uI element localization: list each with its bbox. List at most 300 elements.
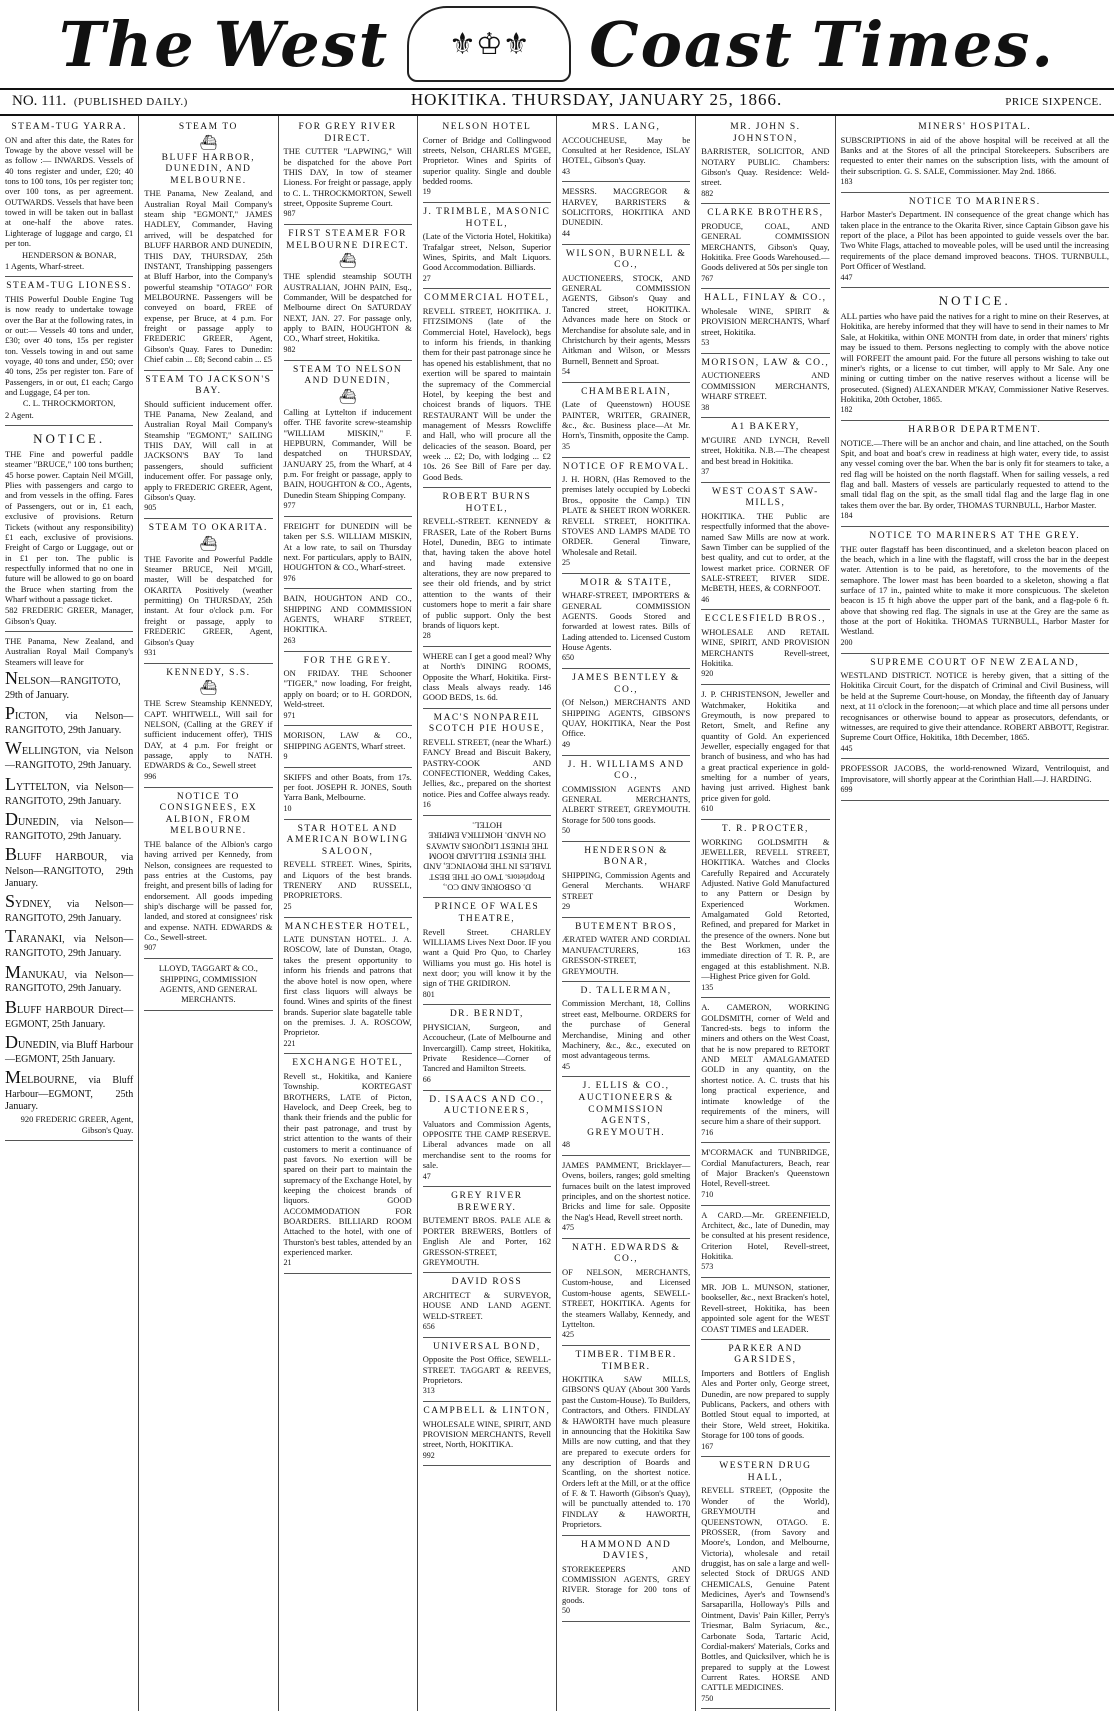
ad-number: 907 [144,943,272,953]
ad-body: A CARD.—Mr. GREENFIELD, Architect, &c., late of Dunedin, may be consulted at his present residence, Criterion Hotel, Revell-street, Hokitika. [701,1210,829,1262]
ad-title: FOR GREY RIVER DIRECT. [284,122,412,145]
ad-body: ÆRATED WATER AND CORDIAL MANUFACTURERS, 163 GRESSON-STREET, GREYMOUTH. [562,934,690,975]
ad-title: A1 BAKERY, [701,422,829,434]
ad-number: 25 [284,902,412,912]
ad-body: THE Favorite and Powerful Paddle Steamer BRUCE, Neil M'Gill, master, Will be despatched for OKARITA Positively (weather permitting) On THURSDAY, 25th instant. At four o'clock p.m. For freight or passage, apply to FREDERIC GREER, Agent, Gibson's Quay [144,554,272,647]
ad-timber [562,1346,690,1536]
ad-body: ON FRIDAY. THE Schooner "TIGER," now loading, For freight, apply on board; or to H. GORDON, Weld-street. [284,668,412,709]
ad-morison-law-auctioneers [701,354,829,418]
ad-supreme-court [841,654,1110,760]
ad-body: HOKITIKA SAW MILLS, GIBSON'S QUAY (About 300 Yards past the Custom-House). To Builders, Contractors, and Others. FINDLAY & HAWORTH have much pleasure in announcing that the Hokitika Saw Mills are now cutting, and that they are prepared to execute orders for any description of Boards and Scantling, on the shortest notice. Orders left at the Mill, or at the office of F. & T. Haworth (Gibson's Quay), will be punctually attended to. 170 FINDLAY & HAWORTH, Proprietors. [562,1374,690,1529]
ad-title: PARKER AND GARSIDES, [701,1344,829,1367]
price: PRICE SIXPENCE. [1005,96,1102,108]
ad-number: 45 [562,1062,690,1072]
ad-number: 425 [562,1330,690,1340]
column-3 [279,116,418,1711]
ad-body: Commission Merchant, 18, Collins street east, Melbourne. ORDERS for the purchase of General Merchandise, Mining and other Machinery, &c., &c., executed on most advantageous terms. [562,998,690,1060]
ad-clarke-brothers [701,204,829,289]
ad-title: MR. JOHN S. JOHNSTON, [701,122,829,145]
ad-number: 801 [423,990,551,1000]
ad-body: WHERE can I get a good meal? Why at North's DINING ROOMS, Opposite the Wharf, Hokitika. First-class Meals always ready. 146 GOOD BEDS, 1s. 6d. [423,651,551,703]
ad-title: COMMERCIAL HOTEL, [423,293,551,305]
ad-mccormack-tunbridge [701,1143,829,1205]
ad-okarita [144,519,272,664]
ad-body: REVELL STREET. Wines, Spirits, and Liquors of the best brands. TRENERY AND RUSSELL, PROPRIETORS. [284,859,412,900]
ad-david-ross [423,1273,551,1337]
ad-number: 221 [284,1039,412,1049]
column-6 [696,116,835,1711]
ad-body: AUCTIONEERS AND COMMISSION MERCHANTS, WHARF STREET. [701,370,829,401]
ad-title: WESTERN DRUG HALL, [701,1461,829,1484]
ad-number: 183 [841,177,1110,187]
ad-number: 977 [284,501,412,511]
ad-number: 35 [562,442,690,452]
ad-macgregor-harvey [562,182,690,244]
ad-number: 54 [562,367,690,377]
ad-empire-hotel [423,816,551,899]
ad-prince-of-wales [423,898,551,1005]
ad-title: DAVID ROSS [423,1277,551,1289]
ad-title: D. TALLERMAN, [562,986,690,998]
ad-subtitle: BLUFF HARBOR, DUNEDIN, AND MELBOURNE. [144,153,272,188]
ad-star-hotel [284,820,412,918]
ad-title: JAMES BENTLEY & CO., [562,673,690,696]
masthead-word-times: Times. [812,8,1055,81]
ad-title: MANCHESTER HOTEL, [284,922,412,934]
ad-pie-house [423,709,551,816]
ad-dr-berndt [423,1005,551,1090]
ad-title: ECCLESFIELD BROS., [701,614,829,626]
ad-title: STEAM TO OKARITA. [144,523,272,535]
ad-title: FIRST STEAMER FOR MELBOURNE DIRECT. [284,229,412,252]
ad-body: SHIPPING, Commission Agents and General Merchants. WHARF STREET [562,870,690,901]
ad-title: MAC'S NONPAREIL SCOTCH PIE HOUSE, [423,713,551,736]
ad-body: D. OSBORNE AND CO., Proprietors. TWO OF THE BEST TABLES IN THE PROVINCE, AND THE FINEST BILLIARD ROOM THE FINEST LIQUORS ALWAYS ON HAND. HOKITIKA EMPIRE HOTEL. [423,820,551,893]
ad-body: PROFESSOR JACOBS, the world-renowned Wizard, Ventriloquist, and Improvisatore, will shortly appear at the Corinthian Hall.—J. HARDING. [841,763,1110,784]
column-2 [139,116,278,1711]
dateline [0,88,1114,116]
ad-title: GREY RIVER BREWERY. [423,1191,551,1214]
ad-body: SUBSCRIPTIONS in aid of the above hospital will be received at all the Banks and at the Stores of all the principal Storekeepers. Subscribers are requested to enter their names on the subscription lists, with the amount of their subscription. G. S. SALE, Commissioner. May 2nd. 1866. [841,135,1110,176]
masthead [0,0,1114,88]
ad-number: 445 [841,744,1110,754]
ad-kennedy [144,664,272,788]
ad-title: HARBOR DEPARTMENT. [841,425,1110,437]
destination: PICTON, via Nelson—RANGITOTO, 29th January. [5,703,133,737]
ad-body: Opposite the Post Office, SEWELL-STREET. TAGGART & REEVES, Proprietors. [423,1354,551,1385]
ad-number: 21 [284,1258,412,1268]
ad-number: 699 [841,785,1110,795]
destination: DUNEDIN, via Nelson—RANGITOTO, 29th January. [5,809,133,843]
ad-robert-burns-hotel [423,488,551,647]
ad-signature: 582 FREDERIC GREER, Manager, Gibson's Quay. [5,605,133,626]
ad-number: 882 [701,189,829,199]
ad-number: 44 [562,229,690,239]
ad-miners-hospital [841,118,1110,193]
ad-signature-line: 1 Agents, Wharf-street. [5,261,133,271]
ad-james-pamment [562,1156,690,1239]
column-5 [557,116,696,1711]
ad-title: NATH. EDWARDS & CO., [562,1243,690,1266]
steamship-icon: ⛴ [144,536,272,553]
ad-bain-houghton [284,589,412,651]
ad-body: WHOLESALE WINE, SPIRIT, AND PROVISION MERCHANTS, Revell street, North, HOKITIKA. [423,1419,551,1450]
ad-body: REVELL STREET, (near the Wharf.) FANCY Bread and Biscuit Bakery, PASTRY-COOK AND CONFECTIONER, Wedding Cakes, Jellies, &c., prepared on the shortest notice. Pies and Coffee always ready. [423,737,551,799]
ad-title: WEST COAST SAW-MILLS, [701,487,829,510]
ad-jacksons-bay [144,371,272,520]
ad-south-australian [284,225,412,361]
ad-number: 982 [284,345,412,355]
ad-body: MORISON, LAW & CO., SHIPPING AGENTS, Wharf street. [284,730,412,751]
ad-number: 25 [562,558,690,568]
ad-number: 767 [701,274,829,284]
ad-a1-bakery [701,418,829,482]
ad-body: A. CAMERON, WORKING GOLDSMITH, corner of Weld and Tancred-sts. begs to inform the miners and others on the West Coast, that he is now prepared to RETORT AND MELT AMALGAMATED GOLD in any quantity, on the shortest notice. A. C. trusts that his long practical experience, and intimate knowledge of the requirements of the miners, will secure him a share of their support. [701,1002,829,1126]
ad-number: 29 [562,902,690,912]
destination: SYDNEY, via Nelson—RANGITOTO, 29th January. [5,891,133,925]
ad-body: (Of Nelson,) MERCHANTS AND SHIPPING AGENTS, GIBSON'S QUAY, HOKITIKA, Near the Post Office. [562,697,690,738]
ad-title: EXCHANGE HOTEL, [284,1058,412,1070]
ad-number: 47 [423,1172,551,1182]
ad-number: 750 [701,1694,829,1704]
ad-body: OF NELSON, MERCHANTS, Custom-house, and Licensed Custom-house agents, SEWELL-STREET, HOKITIKA. Agents for the steamers Wallaby, Kennedy, and Lyttelton. [562,1267,690,1329]
ad-title: J. H. WILLIAMS AND CO., [562,760,690,783]
ad-jh-williams [562,756,690,842]
ad-number: 43 [562,167,690,177]
ad-number: 28 [423,631,551,641]
ad-harbor-department [841,421,1110,527]
ad-tallerman [562,982,690,1077]
ad-title: ROBERT BURNS HOTEL, [423,492,551,515]
ad-mrs-lang [562,118,690,182]
ad-body: THE CUTTER "LAPWING," Will be dispatched for the above Port THIS DAY, In tow of steamer Lioness. For freight or passage, apply to C. L. THROCKMORTON, Sewell street, Opposite Supreme Court. [284,146,412,208]
ad-for-the-grey [284,652,412,727]
ad-number: 976 [284,574,412,584]
ad-number: 27 [423,274,551,284]
ad-west-coast-saw-mills [701,483,829,611]
ad-james-bentley [562,669,690,755]
ad-number: 53 [701,338,829,348]
ad-masonic-hotel [423,203,551,289]
ad-title: J. TRIMBLE, MASONIC HOTEL, [423,207,551,230]
ad-body: THE Screw Steamship KENNEDY, CAPT. WHITWELL, Will sail for NELSON, (Calling at the GREY if sufficient inducement offer), THIS DAY, at 4 p.m. For freight or passage, apply to NATH. EDWARDS & Co., Sewell street [144,698,272,771]
ad-title: TIMBER. TIMBER. TIMBER. [562,1350,690,1373]
ad-freight-dunedin [284,517,412,590]
issue-info [12,93,188,110]
publication-frequency: (PUBLISHED DAILY.) [74,96,188,108]
ad-body: THE Fine and powerful paddle steamer "BRUCE," 100 tons burthen; 45 horse power. Captain Neil M'Gill, Plies with passengers and cargo to and from vessels in the offing. Fares of Passengers, out or in, £1 each, exclusive of provisions. Return Tickets (without any responsibility) £1 each, exclusive of provisions. Freight of Cargo or Luggage, out or in £1 per ton. The public is respectfully informed that no one in future will be allowed to go on board the Bruce when starting from the Wharf without a passage ticket. [5,449,133,604]
ad-body: PRODUCE, COAL, AND GENERAL COMMISSION MERCHANTS, Gibson's Quay, Hokitika. Free Goods Warehoused.—Goods delivered at 50s per single ton [701,221,829,273]
ad-title: STAR HOTEL AND AMERICAN BOWLING SALOON, [284,824,412,859]
ad-number: 996 [144,772,272,782]
ad-number: 200 [841,638,1110,648]
ad-number: 9 [284,752,412,762]
ad-title: MRS. LANG, [562,122,690,134]
ad-title: STEAM-TUG YARRA. [5,122,133,134]
ad-number: 167 [701,1442,829,1452]
ad-ecclesfield-bros [701,610,829,685]
destination: BLUFF HARBOUR, via Nelson—RANGITOTO, 29th January. [5,844,133,890]
destination: DUNEDIN, via Bluff Harbour—EGMONT, 25th January. [5,1032,133,1066]
ad-title: NOTICE TO MARINERS AT THE GREY. [841,531,1110,543]
ad-number: 184 [841,511,1110,521]
ad-title: NOTICE TO MARINERS. [841,197,1110,209]
ad-body: M'GUIRE AND LYNCH, Revell street, Hokitika. N.B.—The cheapest and best bread in Hokitika. [701,435,829,466]
ad-manchester-hotel [284,918,412,1055]
ad-body: J. H. HORN, (Has Removed to the premises lately occupied by Lobecki Bros., opposite the Camp.) TIN PLATE & SHEET IRON WORKER. REVELL STREET, HOKITIKA. STOVES AND LAMPS MADE TO ORDER. General Tinware, Wholesale and Retail. [562,474,690,557]
ad-body: BUTEMENT BROS. PALE ALE & PORTER BREWERS, Bottlers of English Ale and Porter, 162 GRESSON-STREET, GREYMOUTH. [423,1215,551,1267]
ad-body: AUCTIONEERS, STOCK, AND GENERAL COMMISSION AGENTS, Gibson's Quay and Tancred street, HOKITIKA. Advances made here on Stock or Merchandise for absolute sale, and in Christchurch by their agents, Messrs Aitkman and Wilson, or Messrs Burnell, Bennett and Sproat. [562,273,690,366]
ad-number: 716 [701,1128,829,1138]
columns [0,116,1114,1446]
ad-body: Calling at Lyttelton if inducement offer. THE favorite screw-steamship "WILLIAM MISKIN," F. HEPBURN, Commander, Will be despatched on THURSDAY, JANUARY 25, from the Wharf, at 4 p.m. For freight or passage, apply to BAIN, HOUGHTON & CO., Agents, Dunedin Steam Shipping Company. [284,407,412,500]
ad-western-drug-hall [701,1457,829,1709]
ad-number: 135 [701,983,829,993]
ad-title: NOTICE OF REMOVAL. [562,462,690,474]
ad-nelson-hotel [423,118,551,203]
ad-body: LATE DUNSTAN HOTEL. J. A. ROSCOW, late of Dunstan, Otago, takes the present opportunity to inform his friends and patrons that the above hotel is now open, where first class liquors will always be found. Wines and spirits of the finest brands. Superior slate bagatelle table on the premises. J. A. ROSCOW, Proprietor. [284,934,412,1038]
ad-body: Revell st., Hokitika, and Kaniere Township. KORTEGAST BROTHERS, LATE of Picton, Havelock, and Deep Creek, beg to thank their friends and the public for their past patronage, and trust by strict attention to the wants of their customers to merit a continuance of past favors. No exertion will be spared on their part to maintain the supremacy of the Exchange Hotel, by keeping the choicest brands of liquors. GOOD ACCOMMODATION FOR BOARDERS. BILLIARD ROOM Attached to the hotel, with one of Thurston's best tables, attended by an experienced marker. [284,1071,412,1257]
ad-body: ALL parties who have paid the natives for a right to mine on their Reserves, at Hokitika, are hereby informed that they will have to send in their names to Mr Sale, at Hokitika, within ONE MONTH from date, in order that miners' rights may be issued to them. Persons neglecting to comply with the above notice will FORFEIT the amount paid. For the future all persons wishing to take out miner's rights, or a license to cut timber, will apply to Mr Sale. Any one mining or cutting timber on the native reserves without a license will be prosecuted. (Signed) ALEXANDER M'KAY, Commissioner Native Reserves. Hokitika, 20th October, 1865. [841,311,1110,404]
ad-title: UNIVERSAL BOND, [423,1342,551,1354]
ad-title: HALL, FINLAY & CO., [701,293,829,305]
destination: WELLINGTON, via Nelson—RANGITOTO, 29th January. [5,738,133,772]
ad-body: PHYSICIAN, Surgeon, and Accoucheur, (Late of Melbourne and Invercargill). Camp street, Hokitika, Private Residence—Corner of Tancred and Hamilton Streets. [423,1022,551,1074]
destination: BLUFF HARBOUR Direct—EGMONT, 25th January. [5,997,133,1031]
ad-title: PRINCE OF WALES THEATRE, [423,902,551,925]
ad-steam-to-bluff [144,118,272,371]
ad-notice-to-mariners [841,193,1110,288]
ad-dining-rooms [423,647,551,709]
masthead-word-coast: Coast [589,8,793,81]
ad-title: MORISON, LAW & CO., [701,358,829,370]
ad-title: BUTEMENT BROS, [562,922,690,934]
ad-henderson-bonar [562,842,690,918]
ad-number: 920 [701,669,829,679]
ad-chamberlain [562,383,690,458]
ad-johnston [701,118,829,204]
ad-body: Should sufficient inducement offer. THE Panama, New Zealand, and Australian Royal Mail Company's Steamship "EGMONT," SAILING THIS DAY, Will call in at JACKSON'S BAY To land passengers, should sufficient inducement offer. For passage only, apply to FREDERIC GREER, Agent, Gibson's Quay. [144,399,272,503]
ad-title: STEAM-TUG LIONESS. [5,281,133,293]
ad-number: 992 [423,1451,551,1461]
ad-lloyd-taggart [144,959,272,1010]
steamship-icon: ⛴ [144,680,272,697]
ad-body: REVELL-STREET. KENNEDY & FRASER, Late of the Robert Burns Hotel, Dunedin, BEG to intimate that, having taken the above hotel and having made extensive alterations, they are now prepared to see their old friends, and by strict attention to the wants of their customers hope to merit a fair share of public support. Only the best brands of liquors kept. [423,516,551,630]
ad-body: THIS Powerful Double Engine Tug is now ready to undertake towage over the Bar at the following rates, in or out:— Vessels 40 tons and under, £30; over 40 tons, 15s per register ton. Vessels towing in and out same voyage, 40 tons and under, £50; over 40 tons, 25s per register ton. Fare of Passengers, in or out, £1 each; Cargo and Luggage, £4 per ton. [5,294,133,398]
ad-body: NOTICE.—There will be an anchor and chain, and line attached, on the South Spit, and boat and boat's crew in readiness at high water, every tide, to assist any vessel coming over the bar. When the bar is only fit for steamers to take, a red flag will be hoisted on the north flagstaff. When for sailing vessels, a red flag and ball. Masters of vessels are particularly requested to attend to the small tidal flag on the spit, as the small tidal flag and the large flag in one takes them over the bar. By order, THOMAS TURNBULL, Harbor Master. [841,438,1110,511]
ad-body: THE balance of the Albion's cargo having arrived per Kennedy, from Nelson, consignees are requested to pass entries at the Customs, pay freight, and present bills of lading for endorsement. All goods impeding ship's discharge will be passed for, landed, and stored at consignees' risk and expense. NATH. EDWARDS & Co., Sewell-street. [144,839,272,943]
ad-body: Importers and Bottlers of English Ales and Porter only, George street, Dunedin, are now prepared to supply Publicans, Packers, and others with Bottled Stout equal to imported, at their Store, Weld street, Hokitika. Storage for 100 tons of goods. [701,1368,829,1441]
ad-body: FREIGHT for DUNEDIN will be taken per S.S. WILLIAM MISKIN, At a low rate, to sail on Thursday next. For particulars, apply to BAIN, HOUGHTON & CO., Wharf-street. [284,521,412,573]
column-4 [418,116,557,1711]
ad-skiffs [284,768,412,820]
ad-number: 50 [562,1606,690,1616]
ad-title: SUPREME COURT OF NEW ZEALAND, [841,658,1110,670]
ad-body: SKIFFS and other Boats, from 17s. per foot. JOSEPH R. JONES, South Yarra Bank, Melbourne. [284,772,412,803]
ad-body: THE outer flagstaff has been discontinued, and a skeleton beacon placed on the beach, which in a line with the flagstaff, will cross the bar in the deepest water. Attention is to be paid, as heretofore, to the movements of the semaphore. The lower mast has been boarded to a skeleton, showing a flat surface of 17 in., painted white to make it more conspicuous. The skeleton beacon is 15 ft high above the upper part of the bank, and a flag-pole 6 ft. above that showing red flag. The signals in use at the Grey are the same as those at the port of Hokitika. THOMAS TURNBULL, Harbor Master for Westland. [841,544,1110,637]
ad-lapwing [284,118,412,225]
ad-moir-staite [562,574,690,669]
ad-title: MOIR & STAITE, [562,578,690,590]
ad-number: 905 [144,503,272,513]
steamship-icon: ⛴ [144,135,272,152]
destination: TARANAKI, via Nelson—RANGITOTO, 29th January. [5,926,133,960]
ad-body: ARCHITECT & SURVEYOR, HOUSE AND LAND AGENT. WELD-STREET. [423,1290,551,1321]
ad-signature: 920 FREDERIC GREER, Agent, Gibson's Quay. [5,1114,133,1135]
ad-title: HENDERSON & BONAR, [562,846,690,869]
ad-body: ON and after this date, the Rates for Towage by the above vessel will be as follow :— INWARDS. Vessels of 40 tons register and under, £20; 40 tons to 100 tons, 10s per register ton; over 100 tons, as per agreement. OUTWARDS. Vessels that have been towed in will be taken out in ballast at one-half the above rates. Lighterage of luggage and cargo, £1 per ton. [5,135,133,249]
ad-number: 19 [423,187,551,197]
ad-title: CLARKE BROTHERS, [701,208,829,220]
destination: LYTTELTON, via Nelson—RANGITOTO, 29th January. [5,774,133,808]
ad-mariners-at-grey [841,527,1110,654]
ad-hall-finlay [701,289,829,353]
destination: MELBOURNE, via Bluff Harbour—EGMONT, 25th January. [5,1067,133,1113]
ad-grey-river-brewery [423,1187,551,1273]
ad-wilson-burnell [562,245,690,383]
ad-number: 931 [144,648,272,658]
ad-title: STEAM TO [144,122,272,134]
ad-number: 971 [284,711,412,721]
ad-number: 49 [562,740,690,750]
ad-title: STEAM TO NELSON AND DUNEDIN, [284,365,412,388]
masthead-word-the: The [59,8,196,81]
ad-mail-steamers [5,632,133,1141]
ad-body: COMMISSION AGENTS AND GENERAL MERCHANTS, ALBERT STREET, GREYMOUTH. Storage for 500 tons goods. [562,784,690,825]
ad-body: Corner of Bridge and Collingwood streets, Nelson, CHARLES M'GEE, Proprietor. Wines and Spirits of superior quality. Single and double bedded rooms. [423,135,551,187]
ad-title: FOR THE GREY. [284,656,412,668]
ad-body: MESSRS. MACGREGOR & HARVEY, BARRISTERS & SOLICITORS, HOKITIKA AND DUNEDIN. [562,186,690,227]
ad-title: T. R. PROCTER, [701,824,829,836]
ad-title: NELSON HOTEL [423,122,551,134]
ad-number: 313 [423,1386,551,1396]
ad-number: 610 [701,804,829,814]
ad-number: 50 [562,826,690,836]
ad-number: 182 [841,405,1110,415]
ad-number: 48 [562,1140,690,1150]
ad-number: 263 [284,636,412,646]
column-1 [0,116,139,1711]
ad-body: HOKITIKA. THE Public are respectfully informed that the above-named Saw Mills are now at work. Sawn Timber can be supplied of the best quality, and cut to order, at the lowest market price. CORNER OF SALE-STREET, RIVER SIDE. McBETH, HEES, & CORNFOOT. [701,511,829,594]
destination: MANUKAU, via Nelson—RANGITOTO, 29th January. [5,962,133,996]
ad-body: THE splendid steamship SOUTH AUSTRALIAN, JOHN PAIN, Esq., Commander, Will be despatched for Melbourne direct On SATURDAY NEXT, JAN. 27. For passage only, apply to BAIN, HOUGHTON & CO., Wharf street, Hokitika. [284,271,412,344]
ad-body: REVELL STREET, (Opposite the Wonder of the World), GREYMOUTH and QUEENSTOWN, OTAGO. E. PROSSER, (from Savory and Moore's, London, and Melbourne, Victoria), wholesale and retail druggist, has on sale a large and well-selected Stock of DRUGS AND CHEMICALS, Genuine Patent Medicines, Ayer's and Townsend's Sarsaparilla, Holloway's Pills and Ointment, Davis' Pain Killer, Perry's Triesmar, Balm Syriacum, &c., Carbonate Soda, Tartaric Acid, Cordial-makers' Materials, Corks and Bottles, and Quicksilver, which he is prepared to supply at the Lowest Current Rates. HORSE AND CATTLE MEDICINES. [701,1485,829,1692]
ad-number: 66 [423,1075,551,1085]
destination: NELSON—RANGITOTO, 29th of January. [5,668,133,702]
ad-body: Harbor Master's Department. IN consequence of the great change which has taken place in the entrance to the Okarita River, since Captain Gibson gave his report of the place, a Pilot has been appointed to guide vessels over the bar. Two White Flags, attached to moveable poles, will be used until the increasing requirements of the place demand improved beacons. THOS. TURNBULL, Port Officer of Westland. [841,209,1110,271]
ad-title: MINERS' HOSPITAL. [841,122,1110,134]
ad-number: 38 [701,403,829,413]
ad-body: STOREKEEPERS AND COMMISSION AGENTS, GREY RIVER. Storage for 200 tons of goods. [562,1564,690,1605]
issue-number: NO. 111. [12,93,66,109]
ad-notice-bruce [5,426,133,632]
ad-title: STEAM TO JACKSON'S BAY. [144,375,272,398]
ad-title: DR. BERNDT, [423,1009,551,1021]
ad-body: THE Panama, New Zealand, and Australian Royal Mail Company's Steamers will leave for [5,636,133,667]
ad-body: Revell Street. CHARLEY WILLIAMS Lives Next Door. IF you want a Quid Pro Quo, to Charley Williams you must go. His hotel is next door; you will know it by the sign of THE GRIDIRON. [423,927,551,989]
ad-number: 987 [284,209,412,219]
ad-signature: C. L. THROCKMORTON, [5,398,133,408]
ad-isaacs [423,1091,551,1188]
ad-number: 656 [423,1322,551,1332]
ad-number: 10 [284,804,412,814]
ad-body: Wholesale WINE, SPIRIT & PROVISION MERCHANTS, Wharf street, Hokitika. [701,306,829,337]
ad-title: WILSON, BURNELL & CO., [562,249,690,272]
ad-consignees-albion [144,788,272,960]
ad-title: NOTICE. [841,293,1110,309]
steamship-icon: ⛴ [284,389,412,406]
ad-title: HAMMOND AND DAVIES, [562,1540,690,1563]
ad-title: J. ELLIS & CO., AUCTIONEERS & COMMISSION AGENTS, GREYMOUTH. [562,1081,690,1139]
ad-butement-bros [562,918,690,982]
ad-body: BARRISTER, SOLICITOR, AND NOTARY PUBLIC. Chambers: Gibson's Quay. Residence: Weld-street. [701,146,829,187]
ad-commercial-hotel [423,289,551,488]
ad-parker-garsides [701,1340,829,1457]
ad-body: Valuators and Commission Agents, OPPOSITE THE CAMP RESERVE. Liberal advances made on all merchandise sent to the rooms for sale. [423,1119,551,1171]
ad-nath-edwards [562,1239,690,1346]
ad-professor-jacobs [841,759,1110,800]
ad-body: BAIN, HOUGHTON AND CO., SHIPPING AND COMMISSION AGENTS, WHARF STREET, HOKITIKA. [284,593,412,634]
ad-title: CAMPBELL & LINTON, [423,1406,551,1418]
ad-hammond-davies [562,1536,690,1622]
ad-campbell-linton [423,1402,551,1466]
ad-body: WESTLAND DISTRICT. NOTICE is hereby given, that a sitting of the Hokitika Circuit Court, for the dispatch of Criminal and Civil Business, will be held at the Supreme Court-house, on Monday, the fifteenth day of January next, at 11 o'clock in the forenoon;—at which place and time all persons under recognisances or otherwise bound to appear as prosecutors, defendants, or witnesses, are required to give their attendance. ROBERT ABBOTT, Registrar. Supreme Court Office, Hokitika, 18th December, 1865. [841,670,1110,743]
ad-morison-law [284,726,412,767]
ad-number: 650 [562,653,690,663]
ad-number: 37 [701,467,829,477]
ad-title: CHAMBERLAIN, [562,387,690,399]
ad-body: WORKING GOLDSMITH & JEWELLER, REVELL STREET, HOKITIKA. Watches and Clocks Carefully Repaired and Accurately Adjusted. Native Gold Manufactured to any Pattern or Design by Experienced Workmen. Amalgamated Gold Retorted, Refined, and prepared for Market in the presence of the owners. None but the Best Workmen, under the immediate direction of T. R. P., are engaged at this establishment. N.B.—Highest Price given for Gold. [701,837,829,982]
ad-title: NOTICE. [5,431,133,447]
ad-horn-removal [562,458,690,574]
ad-number: 573 [701,1262,829,1272]
ad-signature: HENDERSON & BONAR, [5,250,133,260]
ad-number: 447 [841,273,1110,283]
ad-universal-bond [423,1338,551,1402]
ad-william-miskin [284,361,412,517]
ad-greenfield [701,1206,829,1279]
ad-number: 16 [423,800,551,810]
place-and-date: HOKITIKA. THURSDAY, JANUARY 25, 1866. [411,90,782,110]
coat-of-arms-icon: ⚜♔⚜ [407,6,571,82]
ad-number: 710 [701,1190,829,1200]
ad-title: KENNEDY, S.S. [144,668,272,680]
ad-procter [701,820,829,998]
ad-body: WHARF-STREET, IMPORTERS & GENERAL COMMISSION AGENTS. Goods Stored and forwarded at lowest rates. Bills of Lading attended to. Licensed Custom House Agents. [562,590,690,652]
ad-body: (Late of Queenstown) HOUSE PAINTER, WRITER, GRAINER, &c., &c. Business place—At Mr. Horn's, Tinsmith, opposite the Camp. [562,399,690,440]
ad-body: THE Panama, New Zealand, and Australian Royal Mail Company's steam ship "EGMONT," JAMES HADLEY, Commander, Having arrived, will be despatched for BLUFF HARBOR AND DUNEDIN, THIS DAY, THURSDAY, 25th INSTANT, Transhipping passengers at Bluff Harbor, into the Company's powerful steamship "OTAGO" FOR MELBOURNE. Passengers will be conveyed on board, FREE of expense, per Bruce, at 4 p.m. For freight or passage apply to FREDERIC GREER, Agent, Gibson's Quay. Fares to Dunedin: Chief cabin ... £8; Second cabin ... £5 [144,188,272,364]
ad-body: LLOYD, TAGGART & CO., SHIPPING, COMMISSION AGENTS, AND GENERAL MERCHANTS. [144,963,272,1004]
ad-body: J. P. CHRISTENSON, Jeweller and Watchmaker, Hokitika and Greymouth, is now prepared to Retort, Smelt, and Refine any quantity of Gold. An experienced Jeweller, especially engaged for that branch of business, and who has had a great practical experience in gold-smelting for a number of years, having just arrived. Highest bank price given for gold. [701,689,829,803]
ad-steam-tug-yarra [5,118,133,277]
ad-number: 46 [701,595,829,605]
ad-body: JAMES PAMMENT, Bricklayer—Ovens, boilers, ranges; gold smelting furnaces built on the latest improved principles, and on the shortest notice. Bricks and lime for sale. Opposite the Nag's Head, Revell street north. [562,1160,690,1222]
ad-body: M'CORMACK and TUNBRIDGE, Cordial Manufacturers, Beach, rear of Major Bracken's Queenstown Hotel, Revell-street. [701,1147,829,1188]
ad-body: WHOLESALE AND RETAIL WINE, SPIRIT, AND PROVISION MERCHANTS Revell-street, Hokitika. [701,627,829,668]
ad-munson [701,1278,829,1340]
ad-number: 475 [562,1223,690,1233]
ad-exchange-hotel [284,1054,412,1274]
ad-title: D. ISAACS AND CO., AUCTIONEERS, [423,1095,551,1118]
ad-body: REVELL STREET, HOKITIKA. J. FITZSIMONS (late of the Commercial Hotel, Havelock), begs to inform his friends, in thanking them for their past patronage since he has opened his establishment, that no exertion will be spared to maintain the supremacy of the Commercial Hotel, by keeping the best and choicest brands of liquors. THE RESTAURANT Will be under the management of Messrs Rowcliffe and Hall, who will procure all the delicacies of the season. Board, per week ... £2; Do, with lodging ... £2 10s. 26 See Bill of Fare per day. Good Beds. [423,306,551,482]
ad-body: (Late of the Victoria Hotel, Hokitika) Trafalgar street, Nelson, Superior Wines, Spirits, and Malt Liquors. Good Accommodation. Billiards. [423,231,551,272]
ad-cameron [701,998,829,1143]
ad-notice-native-reserves [841,288,1110,421]
ad-body: ACCOUCHEUSE, May be Consulted at her Residence, ISLAY HOTEL, Gibson's Quay. [562,135,690,166]
ad-steam-tug-lioness [5,277,133,426]
ad-signature-line: 2 Agent. [5,410,133,420]
ad-christenson [701,685,829,820]
